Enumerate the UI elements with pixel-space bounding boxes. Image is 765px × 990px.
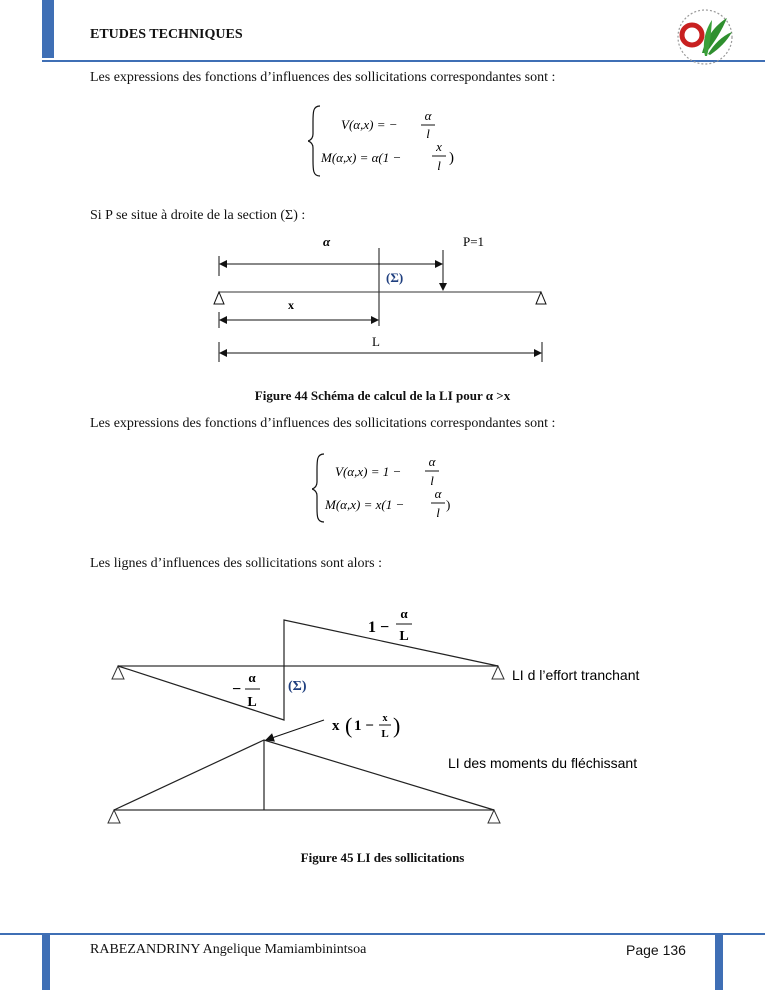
fig45-shear-pos-den: L [399,629,409,644]
brace-icon [312,454,324,522]
brace-icon [308,106,320,176]
fig45-moment-peak-mid: 1 − [354,718,374,734]
paragraph-3: Les expressions des fonctions d’influences des sollicitations correspondantes sont : [90,416,556,431]
footer-author: RABEZANDRINY Angelique Mamiambinintsoa [90,942,367,957]
eq2-line2-den: l [436,505,440,520]
paren-open-icon: ( [345,713,353,738]
fig45-shear-neg-num: α [248,670,256,685]
footer-page-number: Page 136 [626,942,686,958]
footer-right-bar [715,934,723,990]
figure-44-diagram [205,228,555,368]
eq2-line2-end: ) [446,497,451,512]
figure-44-caption: Figure 44 Schéma de calcul de la LI pour α >x [254,388,511,403]
eq1-line1-den: l [426,126,430,141]
eq2-line1-den: l [430,473,434,488]
fig45-moment-peak-prefix: x [332,718,340,734]
equation-system-1 [308,104,468,178]
figure-45-caption: Figure 45 LI des sollicitations [300,850,465,865]
fig44-x-label: x [288,298,294,312]
header-rule [42,60,765,62]
header-left-bar [42,0,54,58]
eq1-line2-lhs: M(α,x) = α(1 − [321,150,402,165]
institution-logo [672,8,738,66]
eq2-line2-lhs: M(α,x) = x(1 − [325,497,405,512]
paragraph-2: Si P se situe à droite de la section (Σ) : [90,208,306,223]
fig45-label-shear: LI d l’effort tranchant [512,667,640,683]
fig44-load-label: P=1 [463,234,485,249]
figure-45-diagram [100,600,680,836]
fig45-label-moment: LI des moments du fléchissant [448,755,638,771]
eq1-line1-lhs: V(α,x) = − [341,117,398,132]
eq1-line2-end: ) [449,150,454,166]
footer-left-bar [42,934,50,990]
paragraph-1: Les expressions des fonctions d’influences des sollicitations correspondantes sont : [90,70,556,85]
footer-rule [0,933,765,935]
eq1-line2-den: l [437,158,441,173]
equation-system-2 [312,452,472,524]
fig45-shear-pos-prefix: 1 − [368,619,390,636]
eq2-line1-lhs: V(α,x) = 1 − [335,464,402,479]
fig45-section-label: (Σ) [288,679,307,694]
eq2-line2-num: α [434,486,442,501]
fig44-L-label: L [372,334,380,349]
eq2-line1-num: α [428,454,436,469]
fig44-alpha-label: α [323,234,331,249]
header-title: ETUDES TECHNIQUES [90,27,243,42]
fig45-shear-pos-num: α [400,606,408,621]
fig45-moment-peak-den: L [381,728,389,740]
eq1-line2-num: x [436,139,442,154]
paragraph-4: Les lignes d’influences des sollicitations sont alors : [90,556,383,571]
eq1-line1-num: α [424,108,432,123]
fig45-shear-neg-den: L [247,695,257,710]
fig45-shear-neg-prefix: − [232,681,242,698]
paren-close-icon: ) [393,713,401,738]
fig44-section-label: (Σ) [386,270,404,285]
fig45-moment-peak-num: x [382,713,388,724]
